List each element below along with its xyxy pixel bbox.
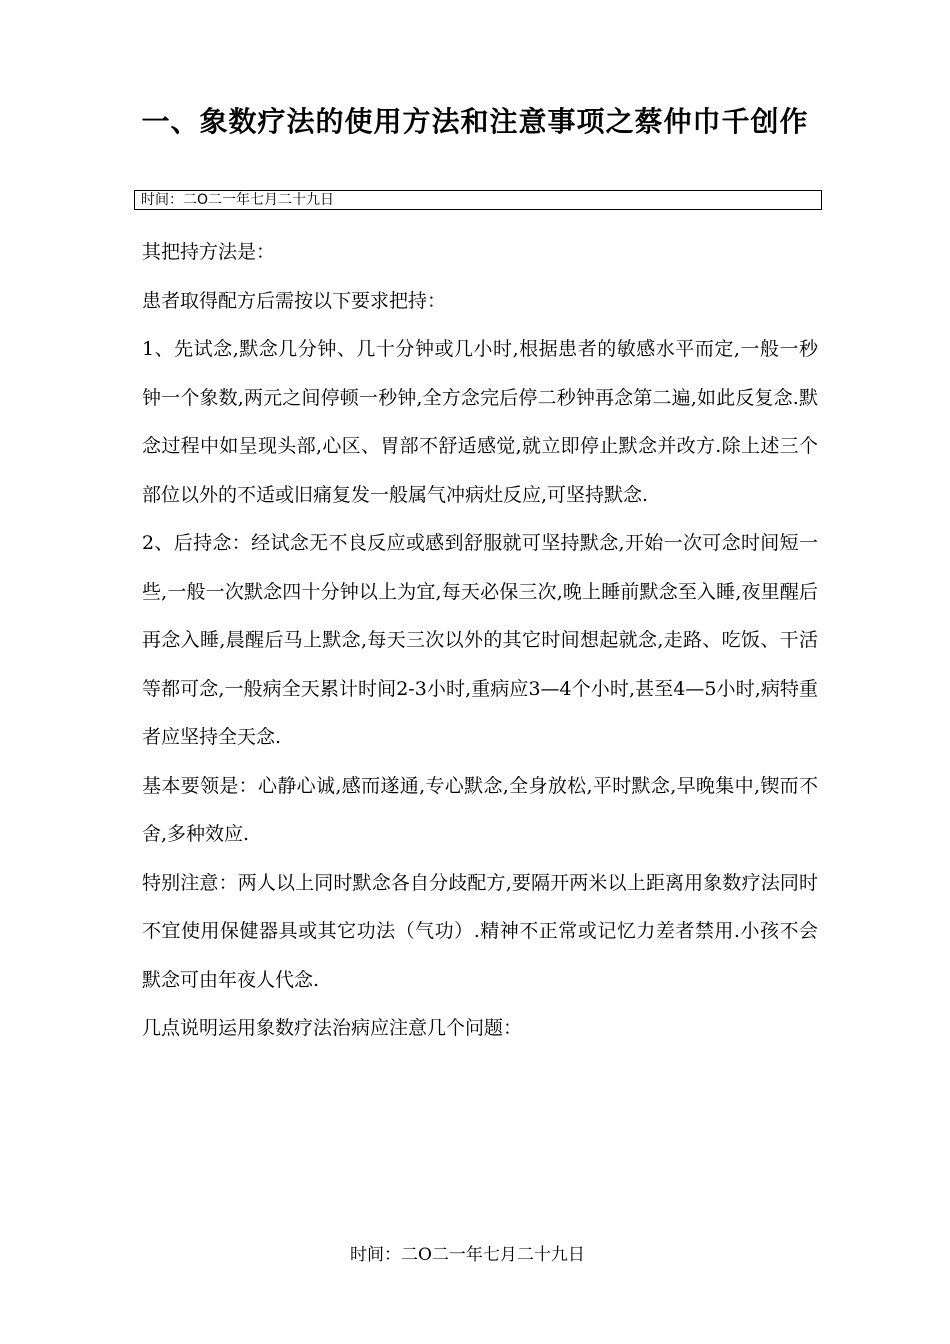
paragraph: 2、后持念：经试念无不良反应或感到舒服就可坚持默念,开始一次可念时间短一些,一般一次默念四十分钟以上为宜,每天必保三次,晚上睡前默念至入睡,夜里醒后再念入睡,晨醒后马上默念,每天三次以外的其它时间想起就念,走路、吃饭、干活等都可念,一般病全天累计时间2-3小时,重病应3—4个小时,甚至4—5小时,病特重者应坚持全天念.	[142, 532, 818, 748]
document-body	[142, 228, 818, 1053]
paragraph: 患者取得配方后需按以下要求把持：	[142, 289, 447, 312]
paragraph: 1、先试念,默念几分钟、几十分钟或几小时,根据患者的敏感水平而定,一般一秒钟一个象数,两元之间停顿一秒钟,全方念完后停二秒钟再念第二遍,如此反复念.默念过程中如呈现头部,心区、胃部不舒适感觉,就立即停止默念并改方.除上述三个部位以外的不适或旧痛复发一般属气冲病灶反应,可坚持默念.	[142, 338, 818, 506]
page-footer-date: 时间：二O二一年七月二十九日	[350, 1245, 585, 1265]
paragraph: 基本要领是：心静心诚,感而遂通,专心默念,全身放松,平时默念,早晚集中,锲而不舍,多种效应.	[142, 774, 818, 845]
date-box: 时间：二O二一年七月二十九日	[134, 190, 822, 210]
paragraph: 几点说明运用象数疗法治病应注意几个问题：	[142, 1017, 523, 1039]
paragraph: 特别注意：两人以上同时默念各自分歧配方,要隔开两米以上距离用象数疗法同时不宜使用保健器具或其它功法（气功）.精神不正常或记忆力差者禁用.小孩不会默念可由年夜人代念.	[142, 871, 818, 991]
paragraph: 其把持方法是：	[142, 241, 276, 263]
document-title: 一、象数疗法的使用方法和注意事项之蔡仲巾千创作	[141, 105, 809, 138]
